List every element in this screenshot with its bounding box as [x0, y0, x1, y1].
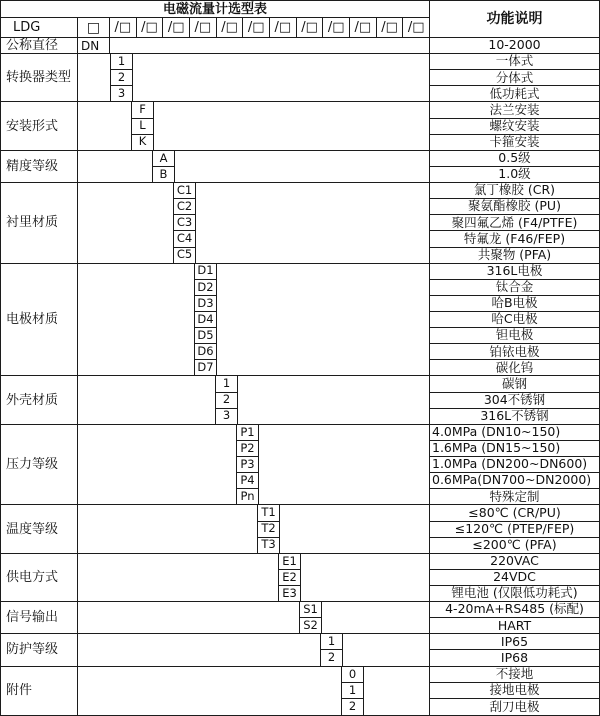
option-description-cell: ≤200℃ (PFA): [472, 537, 557, 552]
option-description-cell: 特殊定制: [489, 489, 540, 504]
description-column: [429, 102, 599, 149]
option-description-cell: 4.0MPa (DN10~150): [430, 425, 599, 441]
option-description-cell: 钽电极: [430, 328, 599, 344]
description-column: [429, 151, 599, 182]
option-code-cell: D4: [195, 312, 216, 328]
option-code-column: [299, 602, 322, 633]
band-spacer: [78, 425, 236, 505]
model-prefix-label: LDG: [1, 18, 78, 37]
description-column: [429, 667, 599, 715]
band-spacer: [78, 667, 341, 715]
option-description-cell: 哈C电极: [430, 312, 599, 328]
option-description-cell: 铂铱电极: [430, 344, 599, 360]
option-description-cell: 1.6MPa (DN15~150): [430, 441, 599, 457]
description-column: [429, 505, 599, 552]
category-label: 转换器类型: [1, 54, 78, 101]
option-code-cell: F: [132, 102, 153, 118]
option-code-column: [341, 667, 364, 715]
description-column: [429, 54, 599, 101]
band-spacer: [78, 102, 131, 149]
option-code-cell: D3: [195, 296, 216, 312]
option-description-cell: IP68: [500, 650, 529, 665]
model-code-slot-box: /□: [323, 18, 350, 37]
category-label: 压力等级: [1, 425, 78, 505]
option-code-cell: 2: [348, 699, 357, 714]
option-code-cell: S1: [300, 602, 321, 618]
band-filler: [364, 667, 429, 715]
option-description-cell: 共聚物 (PFA): [477, 247, 552, 262]
option-code-cell: D7: [197, 360, 214, 375]
option-code-cell: C2: [174, 199, 195, 215]
option-code-column: [173, 183, 196, 263]
option-code-cell: 2: [327, 650, 336, 665]
option-description-cell: 特氟龙 (F46/FEP): [430, 231, 599, 247]
dn-band: [1, 38, 599, 54]
function-description-header: 功能说明: [486, 11, 543, 27]
model-code-slot-box: /□: [407, 20, 425, 35]
band-filler: [175, 151, 429, 182]
option-code-column: [278, 554, 301, 601]
option-code-cell: B: [159, 166, 168, 181]
option-description-cell: 聚四氟乙烯 (F4/PTFE): [430, 215, 599, 231]
category-band: [1, 425, 599, 506]
option-description-cell: 1.0级: [498, 166, 531, 182]
category-label: 外壳材质: [1, 376, 78, 423]
option-description-cell: 一体式: [430, 54, 599, 70]
category-band: [1, 102, 599, 150]
option-description-cell: 氯丁橡胶 (CR): [430, 183, 599, 199]
option-code-cell: 1: [216, 376, 237, 392]
model-code-first-box: □: [78, 18, 110, 37]
band-spacer: [78, 634, 320, 665]
description-column: [429, 38, 599, 53]
option-description-cell: 分体式: [430, 70, 599, 86]
option-description-cell: 低功耗式: [489, 86, 540, 101]
category-label: 信号输出: [1, 602, 78, 633]
option-description-cell: 10-2000: [488, 38, 541, 53]
model-code-slots: [110, 18, 429, 37]
description-column: [429, 634, 599, 665]
model-code-slot-box: /□: [137, 18, 164, 37]
option-code-cell: D6: [195, 344, 216, 360]
option-description-cell: 碳化钨: [495, 360, 534, 375]
option-code-cell: A: [153, 151, 174, 167]
category-band: [1, 554, 599, 602]
band-spacer: [78, 264, 194, 376]
option-description-cell: 接地电极: [430, 683, 599, 699]
band-filler: [154, 102, 429, 149]
option-code-cell: D1: [195, 264, 216, 280]
option-code-cell: C4: [174, 231, 195, 247]
band-filler: [259, 425, 429, 505]
option-description-cell: 聚氨酯橡胶 (PU): [430, 199, 599, 215]
band-filler: [322, 602, 429, 633]
description-column: [429, 425, 599, 505]
category-band: [1, 54, 599, 102]
option-description-cell: 0.5级: [430, 151, 599, 167]
option-code-cell: Pn: [240, 489, 255, 504]
option-code-cell: E3: [282, 585, 297, 600]
option-description-cell: 锂电池 (仅限低功耗式): [451, 585, 578, 601]
category-label: 防护等级: [1, 634, 78, 665]
table-title: 电磁流量计选型表: [1, 1, 429, 18]
band-filler: [196, 183, 429, 263]
band-spacer: [78, 602, 299, 633]
model-code-slot-box: /□: [163, 18, 190, 37]
option-code-cell: C3: [174, 215, 195, 231]
option-description-cell: HART: [497, 618, 532, 633]
category-band: [1, 376, 599, 424]
category-band: [1, 634, 599, 666]
description-column: [429, 376, 599, 423]
option-code-cell: 1: [321, 634, 342, 650]
option-description-cell: 哈B电极: [430, 296, 599, 312]
option-code-column: [320, 634, 343, 665]
option-description-cell: 钛合金: [430, 280, 599, 296]
option-code-cell: S2: [303, 618, 318, 633]
band-spacer: [78, 54, 110, 101]
model-code-slot-box: /□: [110, 18, 137, 37]
dn-code-cell: DN: [78, 38, 110, 53]
category-label: 供电方式: [1, 554, 78, 601]
option-code-cell: E2: [279, 570, 300, 586]
category-label: 电极材质: [1, 264, 78, 376]
option-description-cell: 316L电极: [430, 264, 599, 280]
option-description-cell: 1.0MPa (DN200~DN600): [430, 457, 599, 473]
description-column: [429, 183, 599, 263]
option-description-cell: 0.6MPa(DN700~DN2000): [430, 473, 599, 489]
option-code-cell: L: [132, 119, 153, 135]
option-description-cell: ≤120℃ (PTEP/FEP): [430, 522, 599, 538]
band-filler: [301, 554, 429, 601]
option-code-cell: 1: [111, 54, 132, 70]
option-code-cell: E1: [279, 554, 300, 570]
option-code-cell: 3: [222, 408, 231, 423]
option-description-cell: 法兰安装: [430, 102, 599, 118]
option-code-cell: 0: [342, 667, 363, 683]
option-code-cell: 1: [342, 683, 363, 699]
option-code-cell: 2: [216, 393, 237, 409]
category-label: 精度等级: [1, 151, 78, 182]
description-column: [429, 264, 599, 376]
band-filler: [343, 634, 429, 665]
option-code-column: [110, 54, 133, 101]
option-code-cell: 2: [111, 70, 132, 86]
model-code-slot-box: /□: [217, 18, 244, 37]
model-code-slot-box: /□: [350, 18, 377, 37]
option-code-cell: T2: [258, 522, 279, 538]
band-filler: [238, 376, 429, 423]
option-code-cell: P2: [237, 441, 258, 457]
option-description-cell: ≤80℃ (CR/PU): [430, 505, 599, 521]
option-description-cell: 不接地: [430, 667, 599, 683]
option-code-cell: T3: [261, 537, 276, 552]
description-column: [429, 602, 599, 633]
option-code-cell: D2: [195, 280, 216, 296]
option-code-cell: D5: [195, 328, 216, 344]
option-code-cell: 3: [117, 86, 126, 101]
option-description-cell: 碳钢: [430, 376, 599, 392]
option-code-cell: T1: [258, 505, 279, 521]
band-filler: [110, 38, 429, 53]
option-description-cell: 316L不锈钢: [480, 408, 549, 423]
option-description-cell: 螺纹安装: [430, 119, 599, 135]
option-code-column: [236, 425, 259, 505]
category-band: [1, 264, 599, 377]
model-code-slot-box: /□: [190, 18, 217, 37]
category-band: [1, 602, 599, 634]
category-label: 衬里材质: [1, 183, 78, 263]
category-band: [1, 667, 599, 715]
option-code-column: [215, 376, 238, 423]
option-code-cell: P3: [237, 457, 258, 473]
band-filler: [133, 54, 429, 101]
option-description-cell: 220VAC: [430, 554, 599, 570]
category-band: [1, 505, 599, 553]
option-code-cell: C1: [174, 183, 195, 199]
table-header: [1, 1, 599, 38]
category-label: 安装形式: [1, 102, 78, 149]
model-code-row: [1, 18, 429, 37]
model-code-slot-box: /□: [270, 18, 297, 37]
category-label: 公称直径: [1, 38, 78, 53]
option-code-cell: P1: [237, 425, 258, 441]
option-description-cell: IP65: [430, 634, 599, 650]
category-label: 附件: [1, 667, 78, 715]
band-spacer: [78, 151, 152, 182]
option-code-column: [194, 264, 217, 376]
band-spacer: [78, 183, 173, 263]
option-description-cell: 卡箍安装: [489, 134, 540, 149]
band-spacer: [78, 505, 257, 552]
option-description-cell: 4-20mA+RS485 (标配): [430, 602, 599, 618]
header-left: [1, 1, 430, 37]
option-code-column: [257, 505, 280, 552]
option-code-column: [152, 151, 175, 182]
option-description-cell: 304不锈钢: [430, 393, 599, 409]
option-code-cell: P4: [237, 473, 258, 489]
model-code-slot-box: /□: [243, 18, 270, 37]
category-label: 温度等级: [1, 505, 78, 552]
category-band: [1, 183, 599, 264]
category-band: [1, 151, 599, 183]
model-code-slot-box: /□: [377, 18, 404, 37]
option-description-cell: 24VDC: [430, 570, 599, 586]
band-filler: [280, 505, 429, 552]
option-description-cell: 刮刀电极: [489, 699, 540, 714]
option-code-cell: K: [138, 134, 147, 149]
option-code-cell: C5: [176, 247, 193, 262]
band-filler: [217, 264, 429, 376]
option-code-column: [131, 102, 154, 149]
model-code-slot-box: /□: [297, 18, 324, 37]
description-column: [429, 554, 599, 601]
band-spacer: [78, 376, 215, 423]
band-spacer: [78, 554, 278, 601]
